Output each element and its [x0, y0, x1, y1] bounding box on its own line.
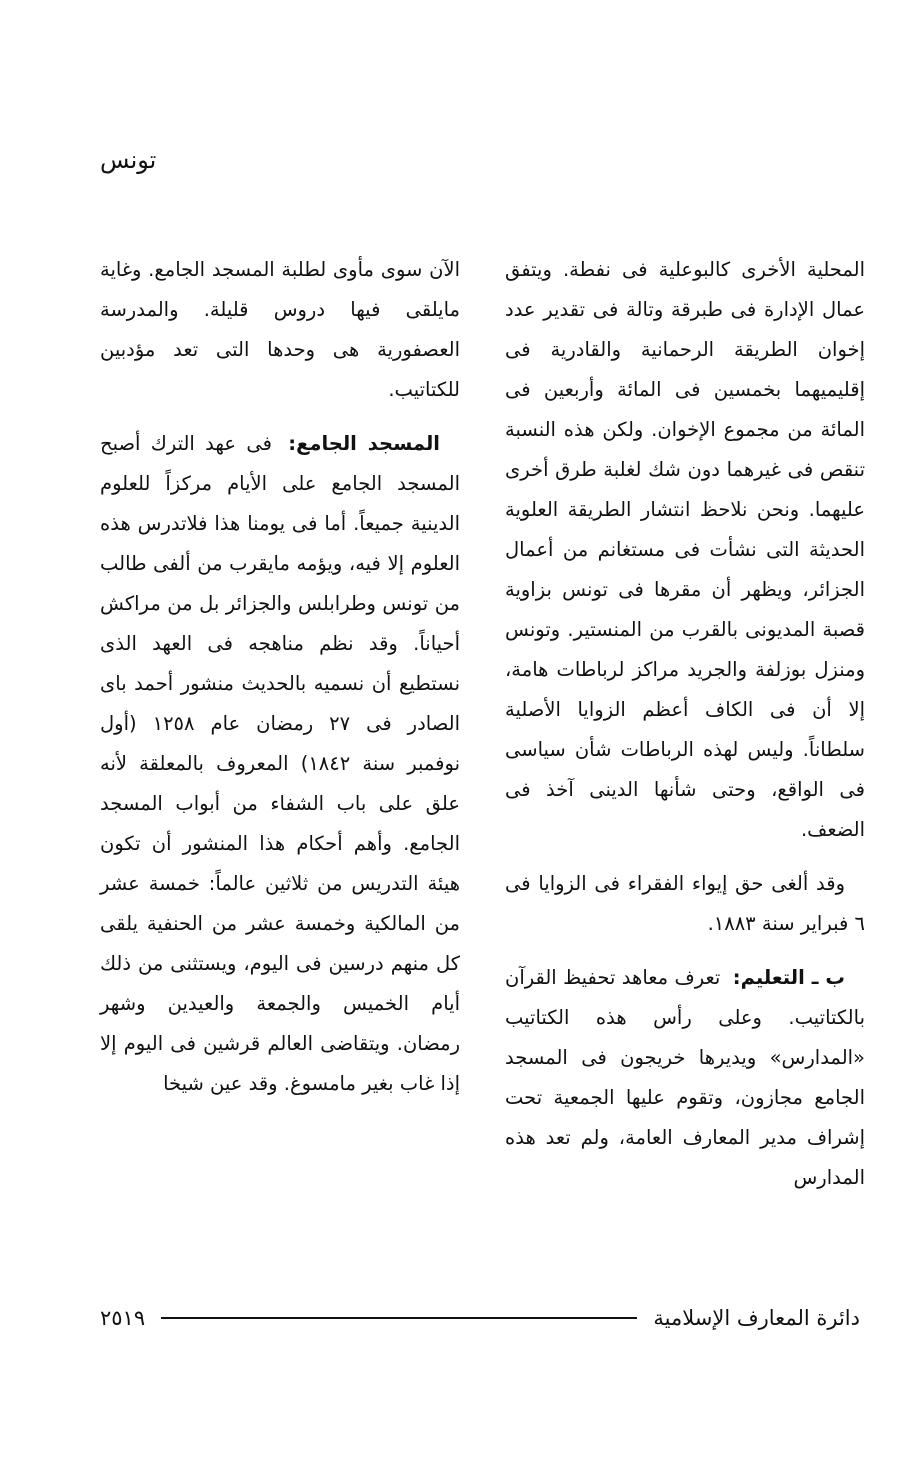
left-paragraph-2-text: فى عهد الترك أصبح المسجد الجامع على الأيام مركزاً للعلوم الدينية جميعاً. أما فى يومنا هذا فلاتدرس هذه العلوم إلا فيه، ويؤمه مايقرب من ألفى طالب من تونس وطرابلس والجزائر بل من مراكش أحياناً. وقد نظم مناهجه فى العهد الذى نستطيع أن نسميه بالحديث منشور أحمد باى الصادر فى ٢٧ رمضان عام ١٢٥٨ (أول نوفمبر سنة ١٨٤٢) المعروف بالمعلقة لأنه علق على باب الشفاء من أبواب المسجد الجامع. وأهم أحكام هذا المنشور أن تكون هيئة التدريس من ثلاثين عالماً: خمسة عشر من المالكية وخمسة عشر من الحنفية يلقى كل منهم درسين فى اليوم، ويستثنى من ذلك أيام الخميس والجمعة والعيدين وشهر رمضان. ويتقاضى العالم قرشين فى اليوم إلا إذا غاب بغير مامسوغ. وقد عين شيخا [100, 432, 460, 1095]
section-heading-education: ب ـ التعليم: [732, 966, 846, 989]
running-head: تونس [100, 146, 157, 174]
right-column [505, 250, 865, 1198]
page-footer [100, 1300, 860, 1336]
page-number: ٢٥١٩ [100, 1306, 146, 1330]
left-paragraph-2 [100, 424, 460, 1104]
right-paragraph-3 [505, 958, 865, 1198]
left-column [100, 250, 460, 1104]
right-paragraph-1: المحلية الأخرى كالبوعلية فى نفطة. ويتفق عمال الإدارة فى طبرقة وتالة فى تقدير عدد إخوان الطريقة الرحمانية والقادرية فى إقليميهما بخمسين فى المائة وأربعين فى المائة من مجموع الإخوان. ولكن هذه النسبة تنقص فى غيرهما دون شك لغلبة طرق أخرى عليهما. ونحن نلاحظ انتشار الطريقة العلوية الحديثة التى نشأت فى مستغانم من أعمال الجزائر، ويظهر أن مقرها فى تونس بزاوية قصبة المديونى بالقرب من المنستير. وتونس ومنزل بوزلفة والجريد مراكز لرباطات هامة، إلا أن فى الكاف أعظم الزوايا الأصلية سلطاناً. وليس لهذه الرباطات شأن سياسى فى الواقع، وحتى شأنها الدينى آخذ فى الضعف. [505, 258, 865, 841]
footer-rule [161, 1317, 637, 1319]
footer-title: دائرة المعارف الإسلامية [653, 1306, 860, 1330]
right-paragraph-3-text: تعرف معاهد تحفيظ القرآن بالكتاتيب. وعلى رأس هذه الكتاتيب «المدارس» ويديرها خريجون فى المسجد الجامع مجازون، وتقوم عليها الجمعية تحت إشراف مدير المعارف العامة، ولم تعد هذه المدارس [505, 966, 865, 1189]
right-paragraph-2: وقد ألغى حق إيواء الفقراء فى الزوايا فى ٦ فبراير سنة ١٨٨٣. [505, 872, 865, 935]
section-heading-mosque: المسجد الجامع: [288, 432, 440, 455]
left-paragraph-1: الآن سوى مأوى لطلبة المسجد الجامع. وغاية مايلقى فيها دروس قليلة. والمدرسة العصفورية هى وحدها التى تعد مؤدبين للكتاتيب. [100, 258, 460, 401]
